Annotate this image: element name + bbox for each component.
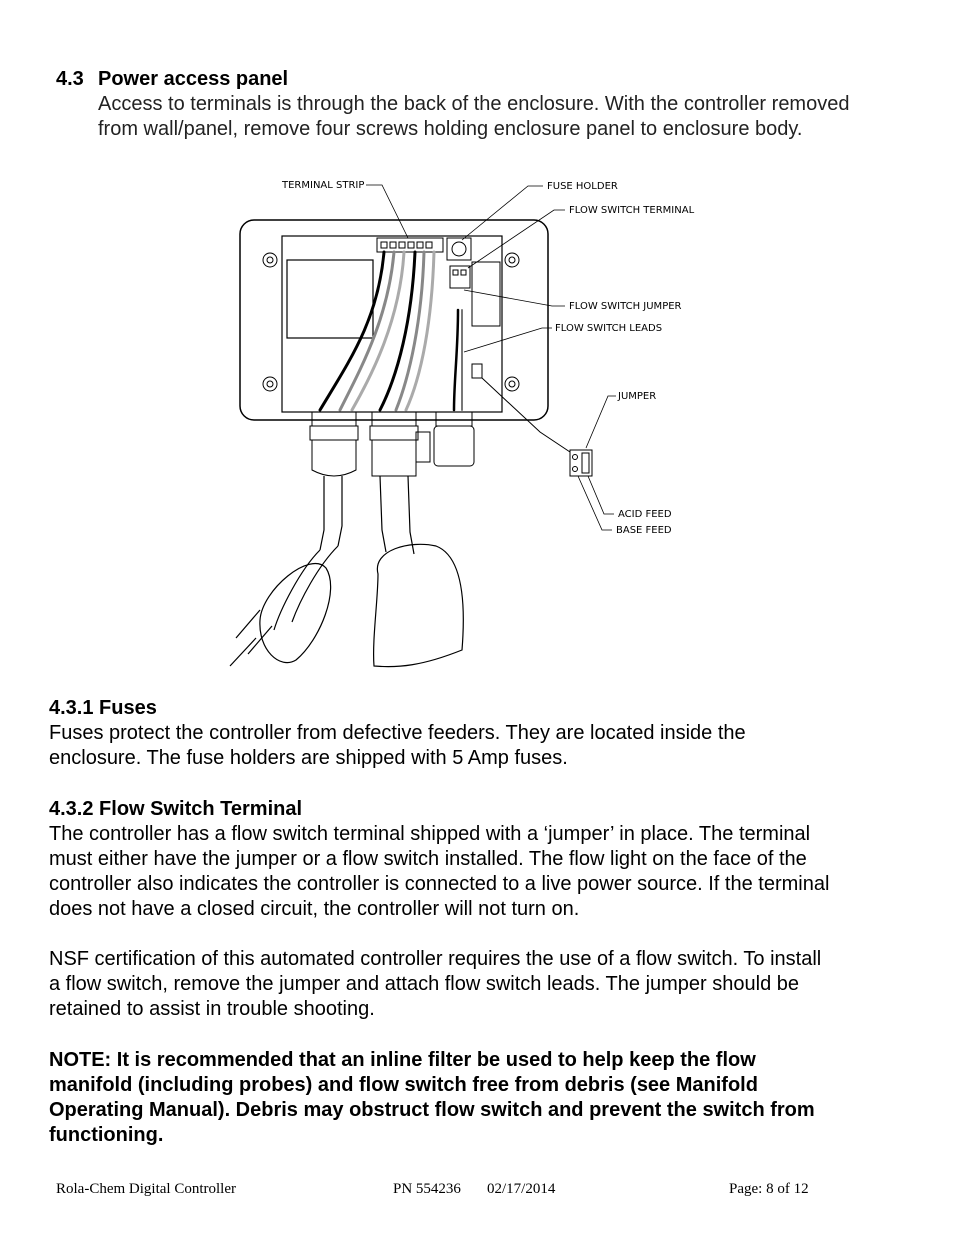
flow-switch-body-line: controller also indicates the controller is connected to a live power source. If the terminal bbox=[49, 873, 830, 895]
section-heading bbox=[56, 68, 288, 91]
flow-switch-jumper-label: FLOW SWITCH JUMPER bbox=[569, 301, 682, 312]
flow-switch-heading: 4.3.2 Flow Switch Terminal bbox=[49, 798, 303, 820]
fuses-body-line: enclosure. The fuse holders are shipped with 5 Amp fuses. bbox=[49, 747, 568, 769]
terminal-wires bbox=[320, 252, 462, 410]
fuses-heading: 4.3.1 Fuses bbox=[49, 697, 157, 719]
nsf-body-line: retained to assist in trouble shooting. bbox=[49, 998, 375, 1020]
footer-product: Rola-Chem Digital Controller bbox=[56, 1181, 236, 1197]
note-paragraph bbox=[49, 1048, 919, 1148]
flow-switch-terminal bbox=[450, 266, 470, 288]
footer-page-number: Page: 8 of 12 bbox=[729, 1181, 809, 1197]
section-number: 4.3 bbox=[56, 68, 84, 90]
note-line: Operating Manual). Debris may obstruct flow switch and prevent the switch from bbox=[49, 1099, 815, 1121]
flow-switch-body-line: The controller has a flow switch terminal shipped with a ‘jumper’ in place. The terminal bbox=[49, 823, 811, 845]
base-feed-label: BASE FEED bbox=[616, 525, 672, 536]
terminal-strip bbox=[377, 238, 443, 252]
footer-date: 02/17/2014 bbox=[487, 1181, 556, 1197]
fuse-holder-label: FUSE HOLDER bbox=[547, 181, 618, 192]
cable-gland bbox=[310, 412, 474, 476]
section-title: Power access panel bbox=[98, 68, 289, 90]
note-line: functioning. bbox=[49, 1124, 164, 1146]
acid-feed-label: ACID FEED bbox=[618, 509, 672, 520]
page-footer bbox=[0, 1181, 954, 1201]
flow-switch-terminal-label: FLOW SWITCH TERMINAL bbox=[569, 205, 695, 216]
flow-switch-section bbox=[49, 797, 919, 922]
nsf-body-line: a flow switch, remove the jumper and attach flow switch leads. The jumper should be bbox=[49, 973, 799, 995]
jumper-block bbox=[472, 364, 482, 378]
footer-part-number: PN 554236 bbox=[393, 1181, 461, 1197]
power-cord bbox=[230, 476, 463, 667]
leader-lines bbox=[366, 185, 616, 530]
jumper-label: JUMPER bbox=[618, 391, 657, 402]
jumper-detail bbox=[482, 378, 592, 476]
nsf-body-line: NSF certification of this automated controller requires the use of a flow switch. To install bbox=[49, 948, 822, 970]
flow-switch-body-line: must either have the jumper or a flow switch installed. The flow light on the face of the bbox=[49, 848, 807, 870]
circuit-board bbox=[287, 260, 373, 338]
fuses-body-line: Fuses protect the controller from defective feeders. They are located inside the bbox=[49, 722, 746, 744]
terminal-strip-label: TERMINAL STRIP bbox=[282, 180, 365, 191]
flow-switch-body-line: does not have a closed circuit, the controller will not turn on. bbox=[49, 898, 580, 920]
fuses-section bbox=[49, 696, 919, 771]
power-access-panel-diagram bbox=[200, 170, 760, 700]
flow-switch-leads-label: FLOW SWITCH LEADS bbox=[555, 323, 663, 334]
nsf-paragraph bbox=[49, 947, 919, 1022]
note-line: NOTE: It is recommended that an inline filter be used to help keep the flow bbox=[49, 1049, 756, 1071]
section-intro: Access to terminals is through the back of the enclosure. With the controller removed from wall/panel, remove four screws holding enclosure panel to enclosure body. bbox=[98, 93, 850, 140]
fuse-holder bbox=[447, 238, 471, 260]
note-line: manifold (including probes) and flow switch free from debris (see Manifold bbox=[49, 1074, 758, 1096]
